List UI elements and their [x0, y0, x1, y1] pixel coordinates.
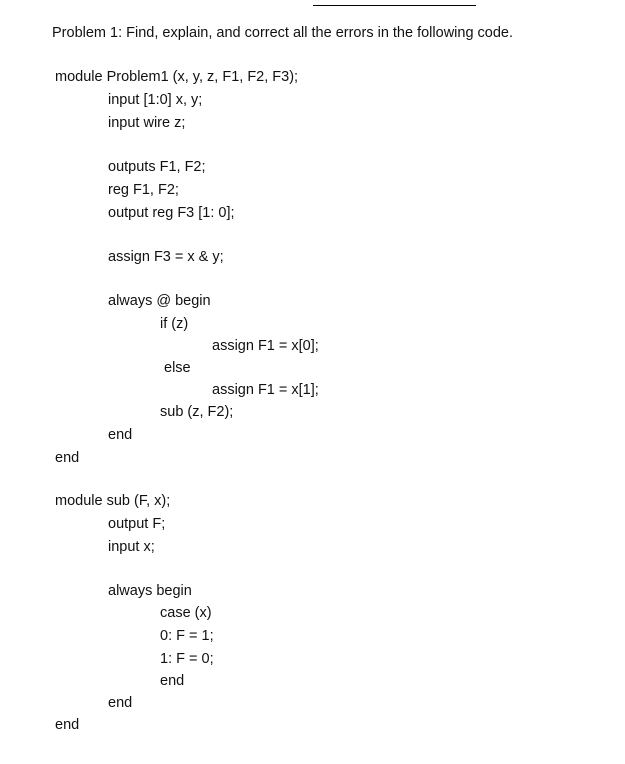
code-line: end [55, 450, 80, 466]
code-line: reg F1, F2; [108, 182, 179, 198]
top-rule [313, 5, 476, 6]
code-line: end [108, 695, 133, 711]
code-line: output reg F3 [1: 0]; [108, 205, 235, 221]
code-line: end [55, 717, 80, 733]
code-line: assign F3 = x & y; [108, 249, 224, 265]
code-line: case (x) [160, 605, 212, 621]
code-line: 1: F = 0; [160, 651, 214, 667]
code-line: input [1:0] x, y; [108, 92, 203, 108]
code-line: input x; [108, 539, 155, 555]
code-line: if (z) [160, 316, 189, 332]
code-line: output F; [108, 516, 166, 532]
code-line: assign F1 = x[0]; [212, 338, 319, 354]
code-line: always begin [108, 583, 192, 599]
code-line: sub (z, F2); [160, 404, 234, 420]
code-line: module sub (F, x); [55, 493, 171, 509]
code-line: always @ begin [108, 293, 211, 309]
code-line: input wire z; [108, 115, 186, 131]
code-line: module Problem1 (x, y, z, F1, F2, F3); [55, 69, 299, 85]
code-line: assign F1 = x[1]; [212, 382, 319, 398]
code-line: end [160, 673, 185, 689]
code-line: 0: F = 1; [160, 628, 214, 644]
code-line: end [108, 427, 133, 443]
code-line: outputs F1, F2; [108, 159, 206, 175]
problem-heading: Problem 1: Find, explain, and correct all the errors in the following code. [52, 25, 514, 41]
code-line: else [164, 360, 191, 376]
